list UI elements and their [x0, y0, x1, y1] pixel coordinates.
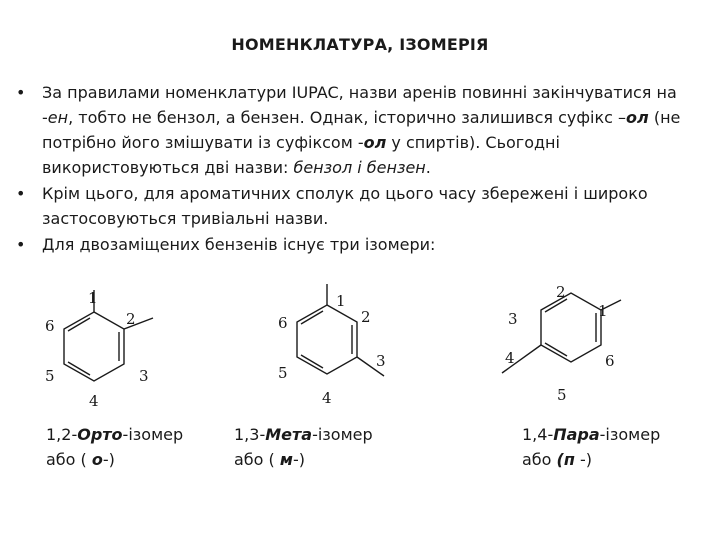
caption-ortho [46, 422, 183, 472]
page-title: НОМЕНКЛАТУРА, ІЗОМЕРІЯ [231, 35, 489, 54]
atom-number: 5 [45, 367, 55, 385]
caption-emphasis: Орто [77, 425, 123, 444]
atom-number: 2 [556, 283, 566, 301]
atom-number: 6 [45, 317, 55, 335]
bullet-text: Для двозаміщених бензенів існує три ізомери: [42, 235, 436, 254]
caption-text: -ізомер [122, 425, 184, 444]
suffix-en: ен [47, 108, 69, 127]
caption-text: 1,2- [46, 425, 78, 444]
caption-text: 1,3- [234, 425, 266, 444]
caption-text: -) [102, 450, 115, 469]
para-isomer-structure [502, 283, 621, 404]
atom-number: 3 [376, 352, 386, 370]
caption-text: -) [292, 450, 305, 469]
caption-para [522, 422, 660, 472]
bullet-text: . [425, 158, 431, 177]
meta-isomer-structure [278, 284, 386, 407]
caption-text: -ізомер [599, 425, 661, 444]
bullet-text: Крім цього, для ароматичних сполук до цього часу збережені і широко застосовуються тривіальні назви. [42, 184, 648, 228]
benzene-ring [541, 293, 601, 362]
atom-number: 5 [557, 386, 567, 404]
caption-text: або [522, 450, 557, 469]
caption-emphasis: Мета [265, 425, 313, 444]
atom-number: 3 [139, 367, 149, 385]
suffix-ol-alcohol: ол [363, 133, 387, 152]
bullet-text: За правилами номенклатури IUPAC, назви аренів повинні закінчуватися на - [42, 83, 677, 127]
atom-number: 4 [505, 349, 515, 367]
caption-text: або ( [234, 450, 280, 469]
atom-number: 1 [336, 292, 346, 310]
caption-emphasis: о [91, 450, 103, 469]
atom-number: 4 [89, 392, 99, 410]
bullet-text: , тобто не бензол, а бензен. Однак, історично залишився суфікс – [68, 108, 627, 127]
atom-number: 1 [598, 302, 608, 320]
ortho-isomer-structure [45, 289, 153, 410]
atom-number: 6 [278, 314, 288, 332]
atom-number: 1 [88, 289, 98, 307]
bullet-text: у спиртів). Сьогодні використовуються дві назви: [42, 133, 560, 177]
caption-text: -) [574, 450, 593, 469]
caption-meta [234, 422, 373, 472]
bullet-marker: • [16, 83, 26, 102]
benzene-ring [64, 312, 124, 381]
atom-number: 6 [605, 352, 615, 370]
atom-number: 2 [126, 310, 136, 328]
caption-text: -ізомер [312, 425, 373, 444]
atom-number: 2 [361, 308, 371, 326]
bullet-text: (не потрібно його змішувати із суфіксом - [42, 108, 681, 152]
bullet-marker: • [16, 184, 26, 203]
atom-number: 5 [278, 364, 288, 382]
atom-number: 4 [322, 389, 332, 407]
caption-text: 1,4- [522, 425, 554, 444]
names-emphasis: бензол і бензен [293, 158, 426, 177]
caption-emphasis: Пара [553, 425, 600, 444]
atom-number: 3 [508, 310, 518, 328]
benzene-ring [297, 305, 357, 374]
caption-emphasis: (п [556, 450, 575, 469]
caption-text: або ( [46, 450, 92, 469]
caption-emphasis: м [279, 450, 293, 469]
bullet-marker: • [16, 235, 26, 254]
suffix-ol: ол [626, 108, 649, 127]
